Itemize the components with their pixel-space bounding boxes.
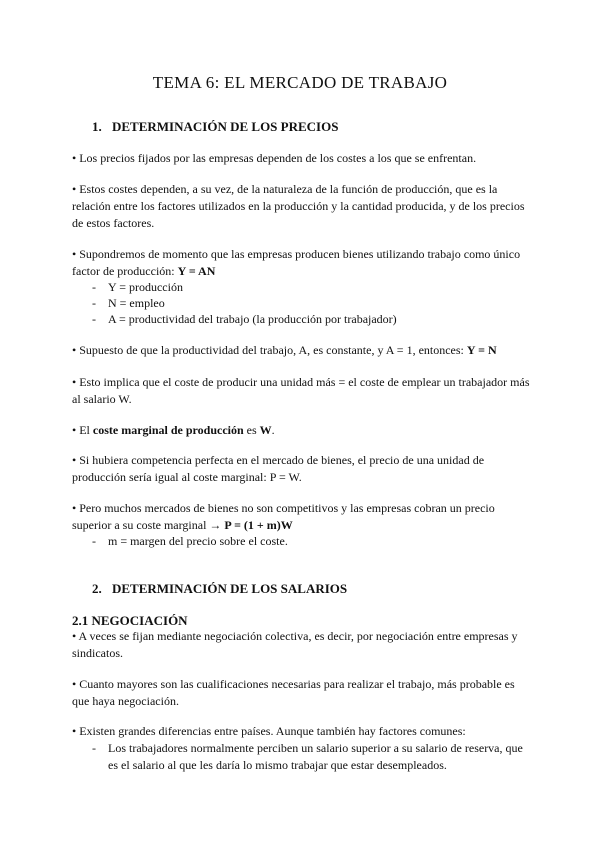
paragraph-markup (72, 500, 534, 534)
formula-y-n: Y = N (466, 343, 497, 357)
paragraph-markup-text: • Pero muchos mercados de bienes no son competitivos y las empresas cobran un precio superior a su coste marginal → (72, 501, 495, 532)
paragraph-costs: • Los precios fijados por las empresas dependen de los costes a los que se enfrentan. (72, 151, 477, 165)
paragraph-marginal-cost (72, 422, 534, 439)
list-dash: - (92, 741, 96, 755)
section-2-title: DETERMINACIÓN DE LOS SALARIOS (112, 581, 348, 596)
paragraph-qualifications: • Cuanto mayores son las cualificaciones necesarias para realizar el trabajo, más probable es que haya negociación. (72, 677, 515, 708)
list-dash: - (92, 534, 96, 548)
list-item (92, 311, 534, 328)
list-item-text: A = productividad del trabajo (la producción por trabajador) (108, 312, 397, 326)
list-item-text: Y = producción (108, 280, 183, 294)
list-item (92, 533, 534, 550)
paragraph-production-function: • Estos costes dependen, a su vez, de la naturaleza de la función de producción, que es la relación entre los factores utilizados en la producción y la cantidad producida, y de los precios de estos factores. (72, 182, 525, 230)
text-fragment: • El (72, 423, 93, 437)
section-1-heading (92, 118, 338, 135)
list-dash: - (92, 312, 96, 326)
list-item (92, 279, 534, 296)
paragraph-country-differences: • Existen grandes diferencias entre países. Aunque también hay factores comunes: (72, 724, 466, 738)
list-item (92, 295, 534, 312)
list-item-text: Los trabajadores normalmente perciben un salario superior a su salario de reserva, que es el salario al que les daría lo mismo trabajar que estar desempleados. (108, 741, 523, 772)
page-title: TEMA 6: EL MERCADO DE TRABAJO (152, 73, 448, 92)
section-2-number: 2. (92, 581, 102, 596)
paragraph-collective-bargaining: • A veces se fijan mediante negociación colectiva, es decir, por negociación entre empresas y sindicatos. (72, 629, 518, 660)
section-1-number: 1. (92, 119, 102, 134)
list-item-text: N = empleo (108, 296, 165, 310)
subsection-2-1-heading: 2.1 NEGOCIACIÓN (72, 613, 188, 628)
list-item-text: m = margen del precio sobre el coste. (108, 534, 288, 548)
paragraph-constant-productivity-text: • Supuesto de que la productividad del trabajo, A, es constante, y A = 1, entonces: (72, 343, 467, 357)
list-item (92, 740, 534, 774)
paragraph-labor-assumption (72, 246, 534, 280)
paragraph-constant-productivity (72, 342, 534, 359)
section-1-title: DETERMINACIÓN DE LOS PRECIOS (112, 119, 339, 134)
variable-w: W (259, 423, 272, 437)
list-dash: - (92, 296, 96, 310)
text-fragment: es (243, 423, 260, 437)
formula-y-an: Y = AN (177, 264, 216, 278)
section-2-heading (92, 580, 347, 597)
paragraph-labor-assumption-text: • Supondremos de momento que las empresas producen bienes utilizando trabajo como único factor de producción: (72, 247, 521, 278)
paragraph-perfect-competition: • Si hubiera competencia perfecta en el mercado de bienes, el precio de una unidad de producción sería igual al coste marginal: P = W. (72, 453, 485, 484)
paragraph-unit-cost: • Esto implica que el coste de producir una unidad más = el coste de emplear un trabajador más al salario W. (72, 375, 530, 406)
term-marginal-cost: coste marginal de producción (92, 423, 244, 437)
text-fragment: . (271, 423, 275, 437)
list-dash: - (92, 280, 96, 294)
formula-price-markup: P = (1 + m)W (224, 518, 293, 532)
